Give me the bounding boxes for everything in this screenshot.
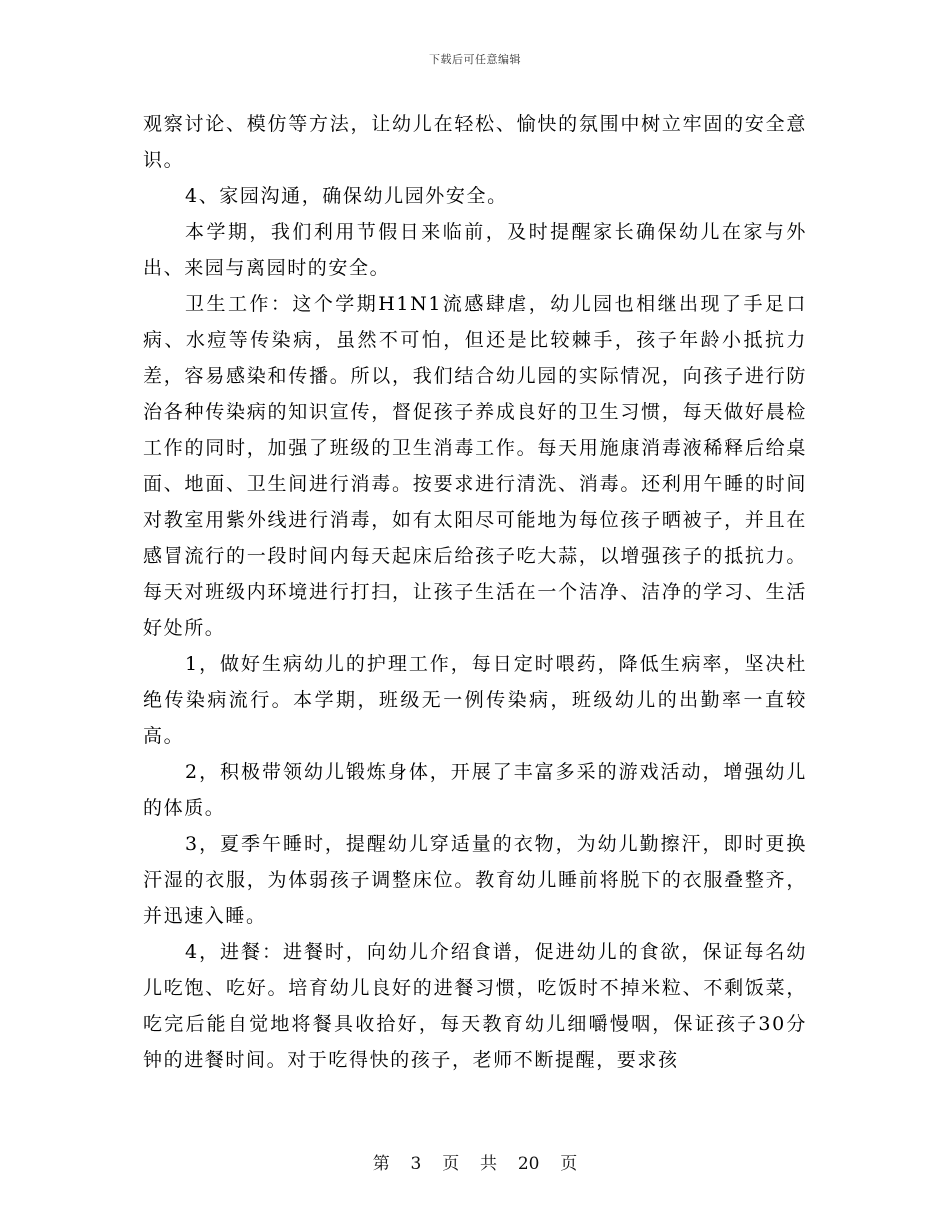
page-footer [0, 1152, 950, 1176]
footer-page-word: 页 [442, 1154, 460, 1174]
footer-prefix: 第 [372, 1154, 390, 1174]
footer-suffix: 页 [560, 1154, 578, 1174]
paragraph-7: 3，夏季午睡时，提醒幼儿穿适量的衣物，为幼儿勤擦汗，即时更换汗湿的衣服，为体弱孩子调整床位。教育幼儿睡前将脱下的衣服叠整齐，并迅速入睡。 [143, 833, 807, 927]
paragraph-8: 4，进餐：进餐时，向幼儿介绍食谱，促进幼儿的食欲，保证每名幼儿吃饱、吃好。培育幼儿良好的进餐习惯，吃饭时不掉米粒、不剩饭菜，吃完后能自觉地将餐具收拾好，每天教育幼儿细嚼慢咽，保证孩子30分钟的进餐时间。对于吃得快的孩子，老师不断提醒，要求孩 [143, 941, 807, 1071]
paragraph-5: 1，做好生病幼儿的护理工作，每日定时喂药，降低生病率，坚决杜绝传染病流行。本学期，班级无一例传染病，班级幼儿的出勤率一直较高。 [143, 653, 807, 747]
footer-total-pages: 20 [517, 1154, 540, 1174]
paragraph-1: 观察讨论、模仿等方法，让幼儿在轻松、愉快的氛围中树立牢固的安全意识。 [143, 113, 807, 171]
paragraph-4: 卫生工作：这个学期H1N1流感肆虐，幼儿园也相继出现了手足口病、水痘等传染病，虽然不可怕，但还是比较棘手，孩子年龄小抵抗力差，容易感染和传播。所以，我们结合幼儿园的实际情况，向孩子进行防治各种传染病的知识宣传，督促孩子养成良好的卫生习惯，每天做好晨检工作的同时，加强了班级的卫生消毒工作。每天用施康消毒液稀释后给桌面、地面、卫生间进行消毒。按要求进行清洗、消毒。还利用午睡的时间对教室用紫外线进行消毒，如有太阳尽可能地为每位孩子晒被子，并且在感冒流行的一段时间内每天起床后给孩子吃大蒜，以增强孩子的抵抗力。每天对班级内环境进行打扫，让孩子生活在一个洁净、洁净的学习、生活好处所。 [143, 293, 807, 639]
document-body [143, 106, 807, 1078]
footer-current-page: 3 [410, 1154, 422, 1174]
footer-total-word: 共 [480, 1154, 497, 1174]
paragraph-3: 本学期，我们利用节假日来临前，及时提醒家长确保幼儿在家与外出、来园与离园时的安全。 [143, 221, 807, 279]
paragraph-2: 4、家园沟通，确保幼儿园外安全。 [185, 185, 508, 207]
paragraph-6: 2，积极带领幼儿锻炼身体，开展了丰富多采的游戏活动，增强幼儿的体质。 [143, 761, 807, 819]
page-header [0, 52, 950, 68]
header-note: 下载后可任意编辑 [429, 53, 521, 66]
